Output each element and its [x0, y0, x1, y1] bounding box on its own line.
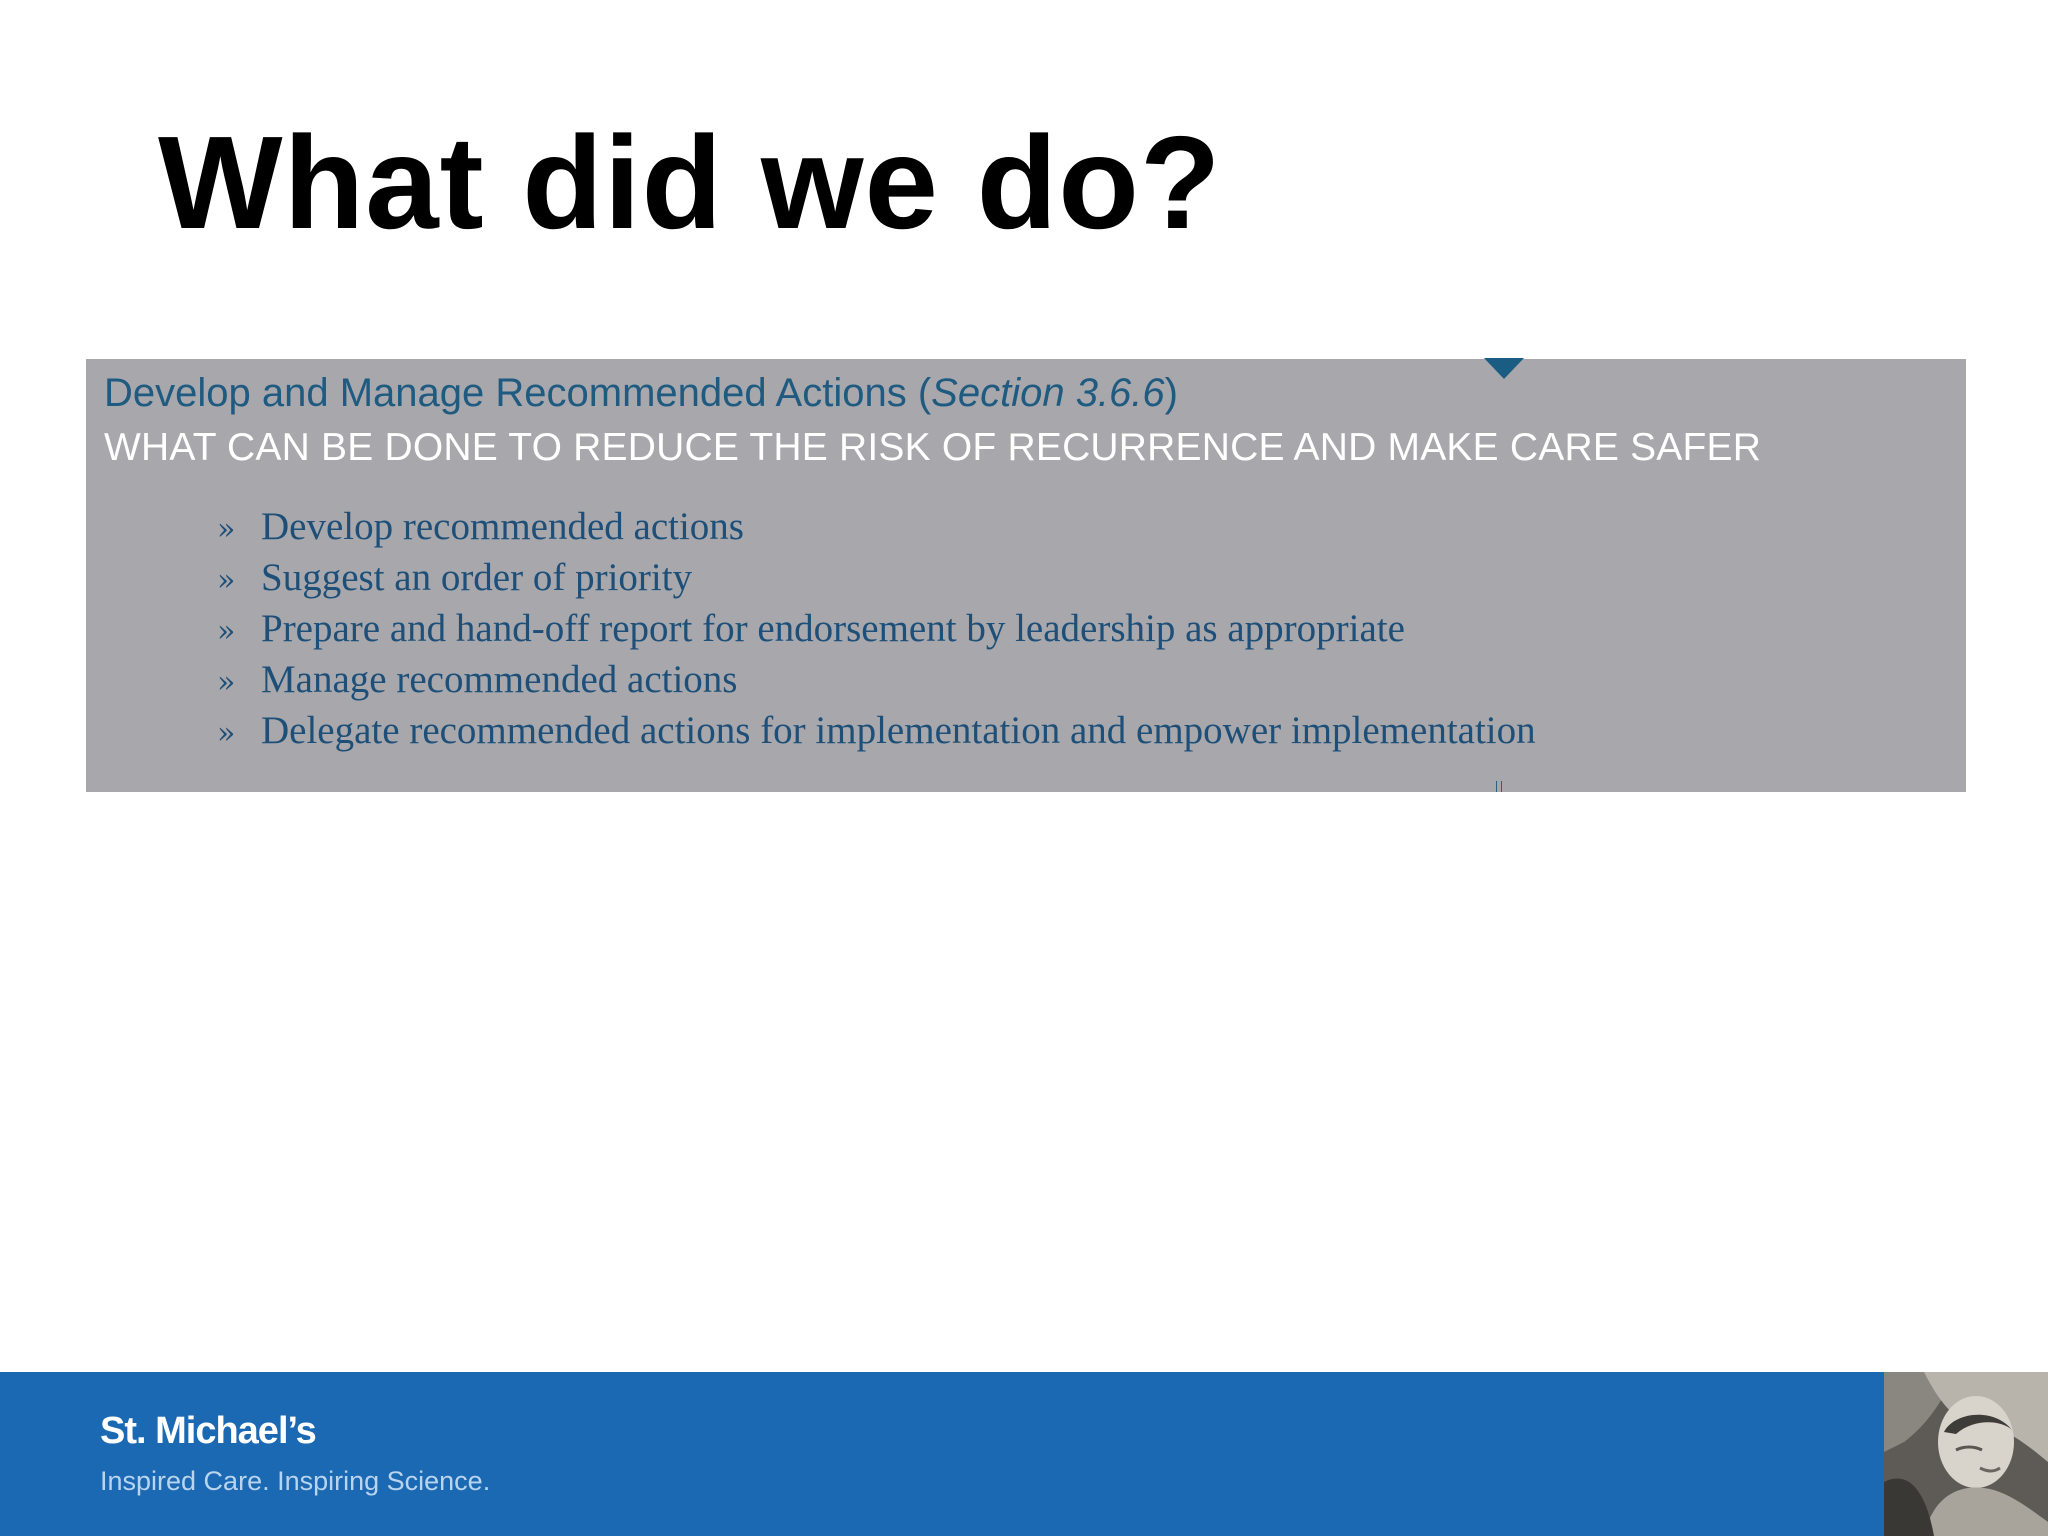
action-item-text: Prepare and hand-off report for endorsement by leadership as appropriate: [261, 607, 1405, 650]
double-chevron-icon: »: [217, 716, 236, 751]
statue-photo-icon: [1884, 1372, 2048, 1536]
footer-bar: [0, 1372, 2048, 1536]
action-item-text: Develop recommended actions: [261, 505, 744, 548]
double-chevron-icon: »: [217, 512, 236, 547]
action-list: [217, 501, 1536, 756]
recommended-actions-panel: [86, 359, 1966, 792]
brand-logo: St. Michael’s: [100, 1410, 316, 1452]
slide-title: What did we do?: [158, 109, 1222, 256]
action-item: [217, 654, 1536, 705]
connector-line-icon: [1496, 781, 1502, 792]
flow-arrow-icon: [1484, 358, 1524, 379]
panel-heading: [104, 368, 1178, 418]
section-reference: Section 3.6.6: [931, 371, 1165, 415]
brand-tagline: Inspired Care. Inspiring Science.: [100, 1466, 491, 1496]
action-item-text: Delegate recommended actions for implementation and empower implementation: [261, 709, 1536, 752]
action-item: [217, 501, 1536, 552]
action-item: [217, 705, 1536, 756]
action-item: [217, 552, 1536, 603]
double-chevron-icon: »: [217, 614, 236, 649]
double-chevron-icon: »: [217, 665, 236, 700]
double-chevron-icon: »: [217, 563, 236, 598]
panel-heading-text: Develop and Manage Recommended Actions (: [104, 371, 932, 415]
action-item-text: Manage recommended actions: [261, 658, 738, 701]
action-item: [217, 603, 1536, 654]
panel-heading-close: ): [1164, 371, 1178, 415]
action-item-text: Suggest an order of priority: [261, 556, 693, 599]
panel-subheading: WHAT CAN BE DONE TO REDUCE THE RISK OF RECURRENCE AND MAKE CARE SAFER: [104, 426, 1762, 469]
